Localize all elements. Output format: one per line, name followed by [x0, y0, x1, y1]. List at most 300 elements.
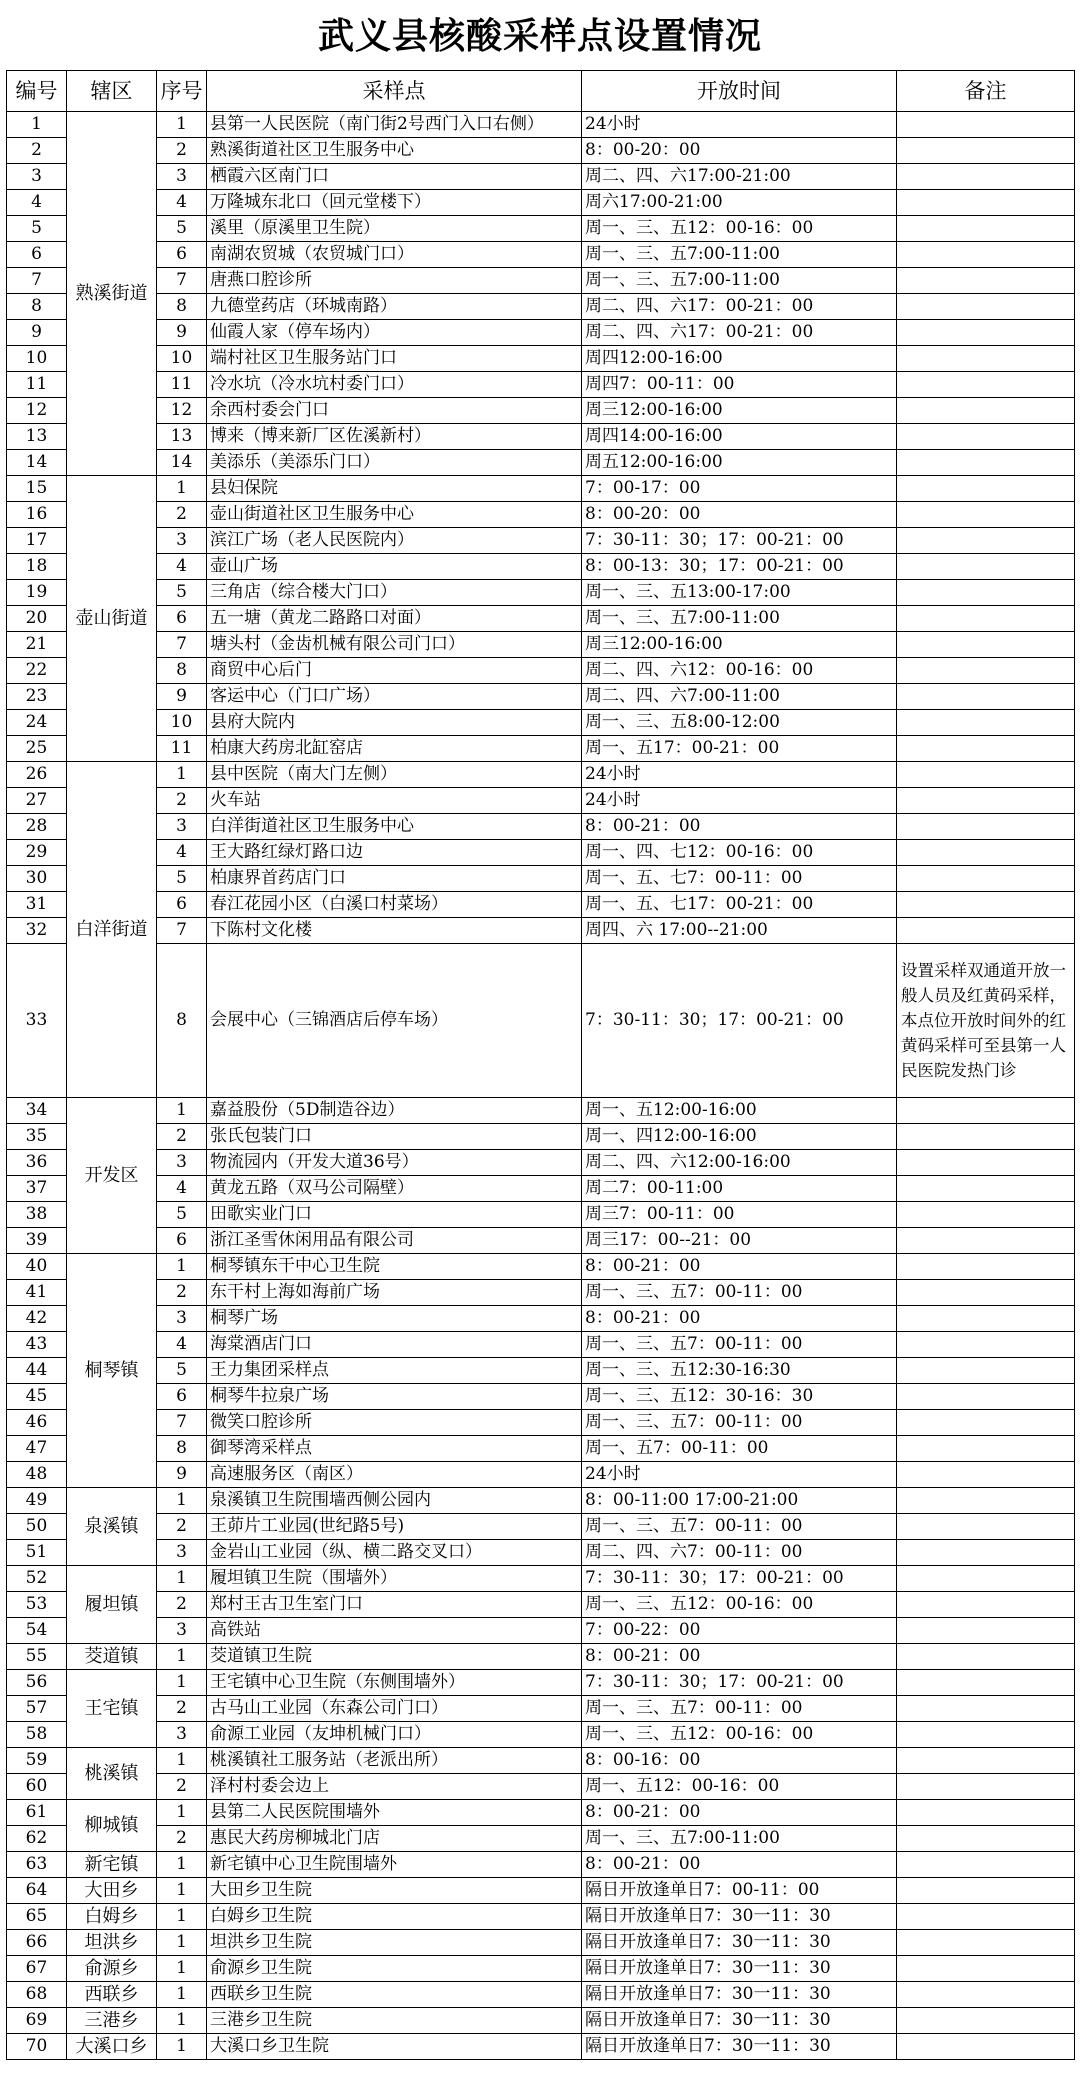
cell-seq: 1 [157, 1670, 207, 1696]
cell-seq: 4 [157, 1332, 207, 1358]
cell-number: 40 [7, 1254, 67, 1280]
cell-open-time: 周二、四、六7：00-11：00 [582, 1540, 897, 1566]
table-row [7, 372, 1075, 398]
cell-note [897, 1462, 1075, 1488]
cell-number: 27 [7, 788, 67, 814]
cell-note [897, 1826, 1075, 1852]
cell-seq: 7 [157, 918, 207, 944]
cell-number: 42 [7, 1306, 67, 1332]
cell-seq: 1 [157, 1800, 207, 1826]
cell-note [897, 1410, 1075, 1436]
cell-note [897, 1904, 1075, 1930]
cell-number: 30 [7, 866, 67, 892]
table-row [7, 710, 1075, 736]
cell-number: 33 [7, 944, 67, 1098]
cell-note [897, 242, 1075, 268]
table-row [7, 450, 1075, 476]
cell-number: 38 [7, 1202, 67, 1228]
cell-number: 19 [7, 580, 67, 606]
cell-open-time: 周一、三、五12：00-16：00 [582, 216, 897, 242]
cell-seq: 2 [157, 1280, 207, 1306]
cell-open-time: 7：30-11：30；17：00-21：00 [582, 944, 897, 1098]
cell-seq: 6 [157, 1384, 207, 1410]
cell-note [897, 138, 1075, 164]
table-row [7, 1410, 1075, 1436]
cell-open-time: 7：00-22：00 [582, 1618, 897, 1644]
cell-note [897, 1436, 1075, 1462]
cell-seq: 2 [157, 1826, 207, 1852]
cell-note [897, 684, 1075, 710]
cell-number: 55 [7, 1644, 67, 1670]
cell-open-time: 周四14:00-16:00 [582, 424, 897, 450]
cell-number: 34 [7, 1098, 67, 1124]
cell-note [897, 814, 1075, 840]
table-row [7, 1150, 1075, 1176]
cell-site: 滨江广场（老人民医院内） [207, 528, 582, 554]
cell-number: 25 [7, 736, 67, 762]
cell-note [897, 476, 1075, 502]
cell-number: 68 [7, 1982, 67, 2008]
cell-seq: 7 [157, 632, 207, 658]
cell-seq: 4 [157, 190, 207, 216]
cell-site: 县中医院（南大门左侧） [207, 762, 582, 788]
cell-site: 嘉益股份（5D制造谷边） [207, 1098, 582, 1124]
cell-open-time: 周一、三、五13:00-17:00 [582, 580, 897, 606]
cell-note [897, 606, 1075, 632]
cell-site: 惠民大药房柳城北门店 [207, 1826, 582, 1852]
cell-seq: 5 [157, 1358, 207, 1384]
table-row [7, 190, 1075, 216]
cell-seq: 2 [157, 1774, 207, 1800]
cell-seq: 8 [157, 658, 207, 684]
cell-note [897, 1228, 1075, 1254]
cell-seq: 1 [157, 112, 207, 138]
cell-district: 白洋街道 [67, 762, 157, 1098]
cell-note [897, 762, 1075, 788]
cell-site: 大田乡卫生院 [207, 1878, 582, 1904]
cell-district: 白姆乡 [67, 1904, 157, 1930]
table-row [7, 1540, 1075, 1566]
cell-number: 46 [7, 1410, 67, 1436]
cell-number: 56 [7, 1670, 67, 1696]
cell-number: 8 [7, 294, 67, 320]
cell-open-time: 周二、四、六12:00-16:00 [582, 1150, 897, 1176]
cell-seq: 8 [157, 294, 207, 320]
cell-site: 仙霞人家（停车场内） [207, 320, 582, 346]
cell-note [897, 216, 1075, 242]
cell-number: 49 [7, 1488, 67, 1514]
cell-number: 69 [7, 2008, 67, 2034]
cell-district: 泉溪镇 [67, 1488, 157, 1566]
cell-district: 坦洪乡 [67, 1930, 157, 1956]
page-title: 武义县核酸采样点设置情况 [317, 16, 762, 57]
cell-note [897, 554, 1075, 580]
cell-note [897, 1098, 1075, 1124]
cell-note [897, 1644, 1075, 1670]
cell-note [897, 398, 1075, 424]
header-seq: 序号 [157, 71, 207, 112]
cell-seq: 1 [157, 1098, 207, 1124]
cell-site: 大溪口乡卫生院 [207, 2034, 582, 2060]
table-row [7, 502, 1075, 528]
cell-note [897, 268, 1075, 294]
cell-district: 桃溪镇 [67, 1748, 157, 1800]
table-row [7, 2008, 1075, 2034]
cell-seq: 11 [157, 736, 207, 762]
cell-number: 57 [7, 1696, 67, 1722]
cell-seq: 3 [157, 528, 207, 554]
cell-seq: 1 [157, 1878, 207, 1904]
cell-seq: 1 [157, 1956, 207, 1982]
cell-open-time: 周一、五12:00-16:00 [582, 1098, 897, 1124]
cell-site: 新宅镇中心卫生院围墙外 [207, 1852, 582, 1878]
cell-seq: 1 [157, 1852, 207, 1878]
cell-district: 开发区 [67, 1098, 157, 1254]
cell-open-time: 周五12:00-16:00 [582, 450, 897, 476]
cell-open-time: 周一、三、五12：00-16：00 [582, 1722, 897, 1748]
cell-seq: 1 [157, 2034, 207, 2060]
cell-site: 泉溪镇卫生院围墙西侧公园内 [207, 1488, 582, 1514]
cell-open-time: 8：00-21：00 [582, 1852, 897, 1878]
cell-site: 王宅镇中心卫生院（东侧围墙外） [207, 1670, 582, 1696]
cell-number: 58 [7, 1722, 67, 1748]
cell-site: 万隆城东北口（回元堂楼下） [207, 190, 582, 216]
cell-number: 15 [7, 476, 67, 502]
cell-open-time: 周三12:00-16:00 [582, 398, 897, 424]
cell-note [897, 1774, 1075, 1800]
cell-open-time: 周一、五、七7：00-11：00 [582, 866, 897, 892]
table-row [7, 554, 1075, 580]
cell-seq: 1 [157, 1748, 207, 1774]
cell-open-time: 周三12:00-16:00 [582, 632, 897, 658]
cell-site: 黄龙五路（双马公司隔壁） [207, 1176, 582, 1202]
cell-number: 60 [7, 1774, 67, 1800]
cell-number: 63 [7, 1852, 67, 1878]
table-row [7, 1800, 1075, 1826]
cell-number: 59 [7, 1748, 67, 1774]
cell-note [897, 1956, 1075, 1982]
cell-site: 白洋街道社区卫生服务中心 [207, 814, 582, 840]
cell-open-time: 周一、三、五8:00-12:00 [582, 710, 897, 736]
cell-site: 浙江圣雪休闲用品有限公司 [207, 1228, 582, 1254]
cell-note [897, 1618, 1075, 1644]
cell-open-time: 周一、五17：00-21：00 [582, 736, 897, 762]
table-row [7, 658, 1075, 684]
cell-site: 桐琴牛拉泉广场 [207, 1384, 582, 1410]
table-row [7, 1904, 1075, 1930]
cell-seq: 13 [157, 424, 207, 450]
cell-open-time: 8：00-16：00 [582, 1748, 897, 1774]
cell-district: 履坦镇 [67, 1566, 157, 1644]
cell-note [897, 632, 1075, 658]
cell-note [897, 528, 1075, 554]
cell-site: 柏康界首药店门口 [207, 866, 582, 892]
cell-number: 45 [7, 1384, 67, 1410]
cell-seq: 2 [157, 1592, 207, 1618]
cell-site: 田歌实业门口 [207, 1202, 582, 1228]
cell-number: 18 [7, 554, 67, 580]
cell-site: 古马山工业园（东森公司门口） [207, 1696, 582, 1722]
cell-open-time: 周一、三、五12：00-16：00 [582, 1592, 897, 1618]
cell-district: 三港乡 [67, 2008, 157, 2034]
cell-open-time: 周一、三、五7：00-11：00 [582, 1410, 897, 1436]
cell-seq: 1 [157, 476, 207, 502]
table-row [7, 1696, 1075, 1722]
cell-open-time: 周一、三、五7:00-11:00 [582, 1826, 897, 1852]
cell-note [897, 320, 1075, 346]
cell-site: 栖霞六区南门口 [207, 164, 582, 190]
cell-note [897, 1800, 1075, 1826]
cell-note [897, 1254, 1075, 1280]
cell-open-time: 24小时 [582, 112, 897, 138]
table-row [7, 1280, 1075, 1306]
cell-seq: 1 [157, 2008, 207, 2034]
cell-district: 王宅镇 [67, 1670, 157, 1748]
cell-number: 43 [7, 1332, 67, 1358]
table-row [7, 1176, 1075, 1202]
cell-district: 柳城镇 [67, 1800, 157, 1852]
cell-number: 67 [7, 1956, 67, 1982]
cell-open-time: 周二、四、六12：00-16：00 [582, 658, 897, 684]
cell-number: 35 [7, 1124, 67, 1150]
table-row [7, 1982, 1075, 2008]
cell-note [897, 372, 1075, 398]
cell-site: 县第一人民医院（南门街2号西门入口右侧） [207, 112, 582, 138]
cell-number: 21 [7, 632, 67, 658]
table-row [7, 1306, 1075, 1332]
cell-note [897, 1306, 1075, 1332]
cell-seq: 2 [157, 502, 207, 528]
cell-site: 微笑口腔诊所 [207, 1410, 582, 1436]
cell-site: 御琴湾采样点 [207, 1436, 582, 1462]
cell-district: 熟溪街道 [67, 112, 157, 476]
cell-note [897, 502, 1075, 528]
cell-open-time: 周三7：00-11：00 [582, 1202, 897, 1228]
cell-open-time: 周一、四、七12：00-16：00 [582, 840, 897, 866]
cell-note [897, 1982, 1075, 2008]
cell-seq: 2 [157, 788, 207, 814]
cell-number: 36 [7, 1150, 67, 1176]
cell-site: 物流园内（开发大道36号） [207, 1150, 582, 1176]
cell-district: 桐琴镇 [67, 1254, 157, 1488]
table-row [7, 1878, 1075, 1904]
cell-note [897, 892, 1075, 918]
table-row [7, 736, 1075, 762]
cell-site: 三角店（综合楼大门口） [207, 580, 582, 606]
table-row [7, 1098, 1075, 1124]
cell-seq: 1 [157, 1930, 207, 1956]
cell-seq: 2 [157, 1696, 207, 1722]
sampling-sites-table [6, 70, 1075, 2060]
table-row [7, 1566, 1075, 1592]
cell-site: 春江花园小区（白溪口村菜场） [207, 892, 582, 918]
cell-site: 俞源乡卫生院 [207, 1956, 582, 1982]
table-row [7, 1826, 1075, 1852]
table-row [7, 1254, 1075, 1280]
cell-open-time: 周二、四、六17:00-21:00 [582, 164, 897, 190]
cell-open-time: 隔日开放逢单日7：30一11：30 [582, 2034, 897, 2060]
cell-number: 11 [7, 372, 67, 398]
cell-district: 西联乡 [67, 1982, 157, 2008]
cell-note [897, 736, 1075, 762]
cell-site: 县妇保院 [207, 476, 582, 502]
cell-open-time: 8：00-21：00 [582, 1306, 897, 1332]
table-row [7, 294, 1075, 320]
cell-number: 44 [7, 1358, 67, 1384]
cell-seq: 10 [157, 346, 207, 372]
cell-note [897, 2008, 1075, 2034]
cell-site: 履坦镇卫生院（围墙外） [207, 1566, 582, 1592]
table-row [7, 1436, 1075, 1462]
cell-open-time: 周一、三、五12：30-16：30 [582, 1384, 897, 1410]
cell-site: 县第二人民医院围墙外 [207, 1800, 582, 1826]
cell-open-time: 8：00-20：00 [582, 138, 897, 164]
table-row [7, 1514, 1075, 1540]
cell-seq: 3 [157, 1618, 207, 1644]
cell-number: 4 [7, 190, 67, 216]
cell-site: 壶山广场 [207, 554, 582, 580]
table-row [7, 866, 1075, 892]
cell-number: 54 [7, 1618, 67, 1644]
table-row [7, 1228, 1075, 1254]
cell-note [897, 1930, 1075, 1956]
cell-number: 31 [7, 892, 67, 918]
cell-open-time: 周一、五、七17：00-21：00 [582, 892, 897, 918]
cell-note [897, 450, 1075, 476]
cell-note [897, 1488, 1075, 1514]
cell-seq: 3 [157, 164, 207, 190]
cell-seq: 9 [157, 1462, 207, 1488]
cell-open-time: 8：00-21：00 [582, 1644, 897, 1670]
cell-site: 西联乡卫生院 [207, 1982, 582, 2008]
table-row [7, 1956, 1075, 1982]
cell-open-time: 周二、四、六17：00-21：00 [582, 294, 897, 320]
cell-site: 柏康大药房北缸窑店 [207, 736, 582, 762]
cell-open-time: 隔日开放逢单日7：30一11：30 [582, 1930, 897, 1956]
table-row [7, 892, 1075, 918]
cell-seq: 9 [157, 684, 207, 710]
cell-note [897, 1748, 1075, 1774]
cell-site: 高速服务区（南区） [207, 1462, 582, 1488]
table-row [7, 242, 1075, 268]
cell-site: 下陈村文化楼 [207, 918, 582, 944]
cell-number: 32 [7, 918, 67, 944]
cell-seq: 1 [157, 1904, 207, 1930]
cell-site: 端村社区卫生服务站门口 [207, 346, 582, 372]
table-row [7, 840, 1075, 866]
table-row [7, 684, 1075, 710]
cell-open-time: 隔日开放逢单日7：30一11：30 [582, 1904, 897, 1930]
cell-number: 41 [7, 1280, 67, 1306]
cell-seq: 1 [157, 1254, 207, 1280]
cell-open-time: 8：00-21：00 [582, 1254, 897, 1280]
cell-site: 桃溪镇社工服务站（老派出所） [207, 1748, 582, 1774]
cell-open-time: 周一、三、五7:00-11:00 [582, 242, 897, 268]
cell-seq: 6 [157, 606, 207, 632]
cell-open-time: 隔日开放逢单日7：30一11：30 [582, 1982, 897, 2008]
cell-seq: 3 [157, 814, 207, 840]
cell-note [897, 1124, 1075, 1150]
cell-site: 王大路红绿灯路口边 [207, 840, 582, 866]
cell-site: 博来（博来新厂区佐溪新村） [207, 424, 582, 450]
cell-number: 2 [7, 138, 67, 164]
cell-note [897, 1176, 1075, 1202]
cell-seq: 14 [157, 450, 207, 476]
cell-seq: 6 [157, 892, 207, 918]
cell-note [897, 1150, 1075, 1176]
cell-open-time: 隔日开放逢单日7：00-11：00 [582, 1878, 897, 1904]
cell-district: 壶山街道 [67, 476, 157, 762]
cell-note [897, 710, 1075, 736]
cell-site: 南湖农贸城（农贸城门口） [207, 242, 582, 268]
cell-number: 5 [7, 216, 67, 242]
cell-note [897, 1722, 1075, 1748]
table-body [7, 112, 1075, 2060]
cell-seq: 11 [157, 372, 207, 398]
cell-number: 37 [7, 1176, 67, 1202]
cell-note [897, 1202, 1075, 1228]
cell-open-time: 周四7：00-11：00 [582, 372, 897, 398]
table-row [7, 320, 1075, 346]
cell-site: 冷水坑（冷水坑村委门口） [207, 372, 582, 398]
cell-seq: 5 [157, 216, 207, 242]
cell-open-time: 24小时 [582, 1462, 897, 1488]
cell-number: 3 [7, 164, 67, 190]
cell-number: 6 [7, 242, 67, 268]
table-row [7, 1462, 1075, 1488]
cell-seq: 3 [157, 1722, 207, 1748]
cell-seq: 10 [157, 710, 207, 736]
cell-seq: 9 [157, 320, 207, 346]
cell-seq: 1 [157, 1644, 207, 1670]
table-row [7, 1332, 1075, 1358]
cell-number: 24 [7, 710, 67, 736]
cell-seq: 1 [157, 1982, 207, 2008]
cell-number: 65 [7, 1904, 67, 1930]
cell-number: 20 [7, 606, 67, 632]
cell-number: 62 [7, 1826, 67, 1852]
cell-seq: 2 [157, 1124, 207, 1150]
table-row [7, 1930, 1075, 1956]
cell-open-time: 周一、三、五7：00-11：00 [582, 1514, 897, 1540]
table-row [7, 1644, 1075, 1670]
cell-seq: 8 [157, 944, 207, 1098]
table-row [7, 606, 1075, 632]
table-row [7, 1748, 1075, 1774]
cell-open-time: 7：30-11：30；17：00-21：00 [582, 1670, 897, 1696]
cell-note [897, 1332, 1075, 1358]
cell-open-time: 周六17:00-21:00 [582, 190, 897, 216]
table-row [7, 1722, 1075, 1748]
cell-open-time: 8：00-11:00 17:00-21:00 [582, 1488, 897, 1514]
table-row [7, 1358, 1075, 1384]
cell-open-time: 周二、四、六7:00-11:00 [582, 684, 897, 710]
cell-note [897, 1514, 1075, 1540]
cell-number: 51 [7, 1540, 67, 1566]
header-open-time: 开放时间 [582, 71, 897, 112]
table-row [7, 164, 1075, 190]
cell-number: 26 [7, 762, 67, 788]
cell-seq: 1 [157, 762, 207, 788]
table-row [7, 1488, 1075, 1514]
cell-note [897, 840, 1075, 866]
table-row [7, 918, 1075, 944]
cell-seq: 3 [157, 1150, 207, 1176]
cell-note [897, 788, 1075, 814]
cell-site: 客运中心（门口广场） [207, 684, 582, 710]
cell-site: 三港乡卫生院 [207, 2008, 582, 2034]
table-row [7, 398, 1075, 424]
